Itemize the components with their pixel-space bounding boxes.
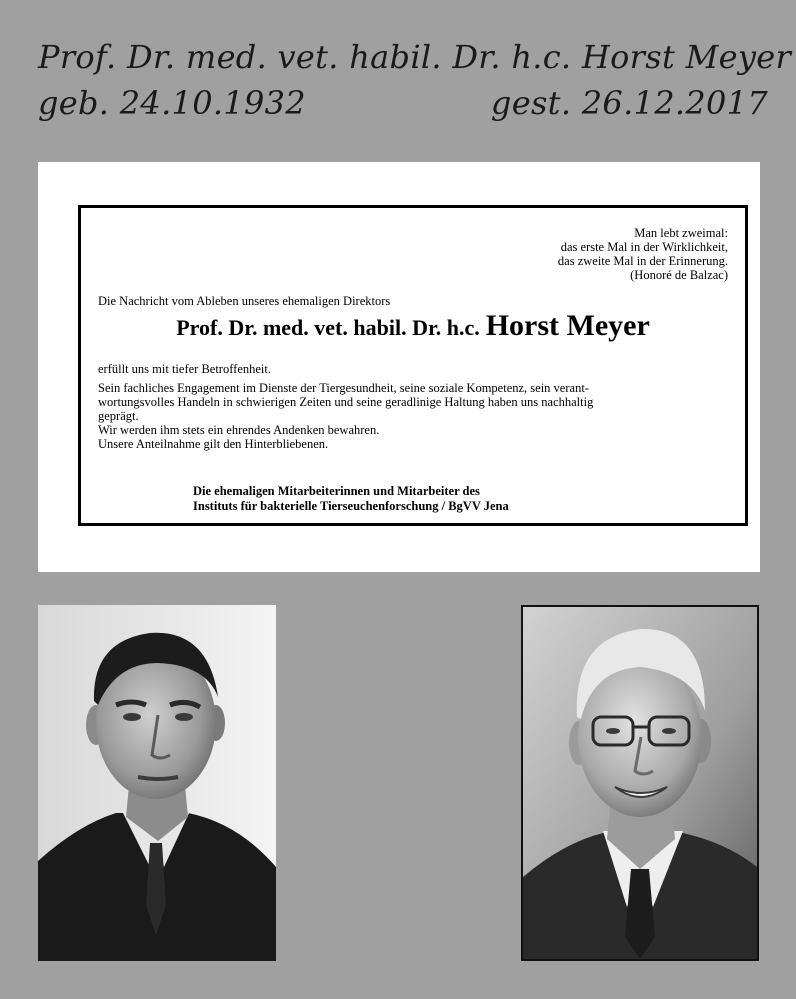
notice-name-titles: Prof. Dr. med. vet. habil. Dr. h.c. (176, 315, 480, 340)
quote-line: das zweite Mal in der Erinnerung. (557, 254, 728, 268)
portrait-young-photo (38, 605, 276, 961)
portrait-old-photo (521, 605, 759, 961)
birth-date: geb. 24.10.1932 (38, 84, 306, 122)
heading-dates (38, 84, 768, 122)
balzac-quote (558, 226, 728, 282)
notice-body-line: Sein fachliches Engagement im Dienste der Tiergesundheit, seine soziale Kompetenz, sein verant- (98, 381, 589, 395)
signature-line: Instituts für bakterielle Tierseuchenforschung / BgVV Jena (193, 499, 509, 513)
notice-intro: Die Nachricht vom Ableben unseres ehemaligen Direktors (98, 294, 391, 308)
heading-name: Prof. Dr. med. vet. habil. Dr. h.c. Horst Meyer (38, 38, 792, 76)
portrait-young-image (38, 605, 276, 961)
notice-body-line: wortungsvolles Handeln in schwierigen Zeiten und seine geradlinige Haltung haben uns nachhaltig (98, 395, 594, 409)
notice-frame (78, 205, 748, 526)
signature-line: Die ehemaligen Mitarbeiterinnen und Mitarbeiter des (193, 484, 480, 498)
notice-body-line: Wir werden ihm stets ein ehrendes Andenken bewahren. (98, 423, 380, 437)
notice-body-line: Unsere Anteilnahme gilt den Hinterbliebenen. (98, 437, 329, 451)
notice-body (98, 362, 728, 451)
quote-line: das erste Mal in der Wirklichkeit, (560, 240, 728, 254)
death-notice (38, 162, 760, 572)
quote-attribution: (Honoré de Balzac) (630, 268, 728, 282)
notice-name-main: Horst Meyer (485, 309, 650, 342)
quote-line: Man lebt zweimal: (634, 226, 728, 240)
notice-name (98, 309, 728, 342)
portrait-old-image (523, 607, 757, 959)
notice-signature (193, 484, 509, 514)
death-date: gest. 26.12.2017 (490, 84, 768, 122)
notice-body-line: erfüllt uns mit tiefer Betroffenheit. (98, 362, 271, 376)
notice-body-line: geprägt. (98, 409, 139, 423)
